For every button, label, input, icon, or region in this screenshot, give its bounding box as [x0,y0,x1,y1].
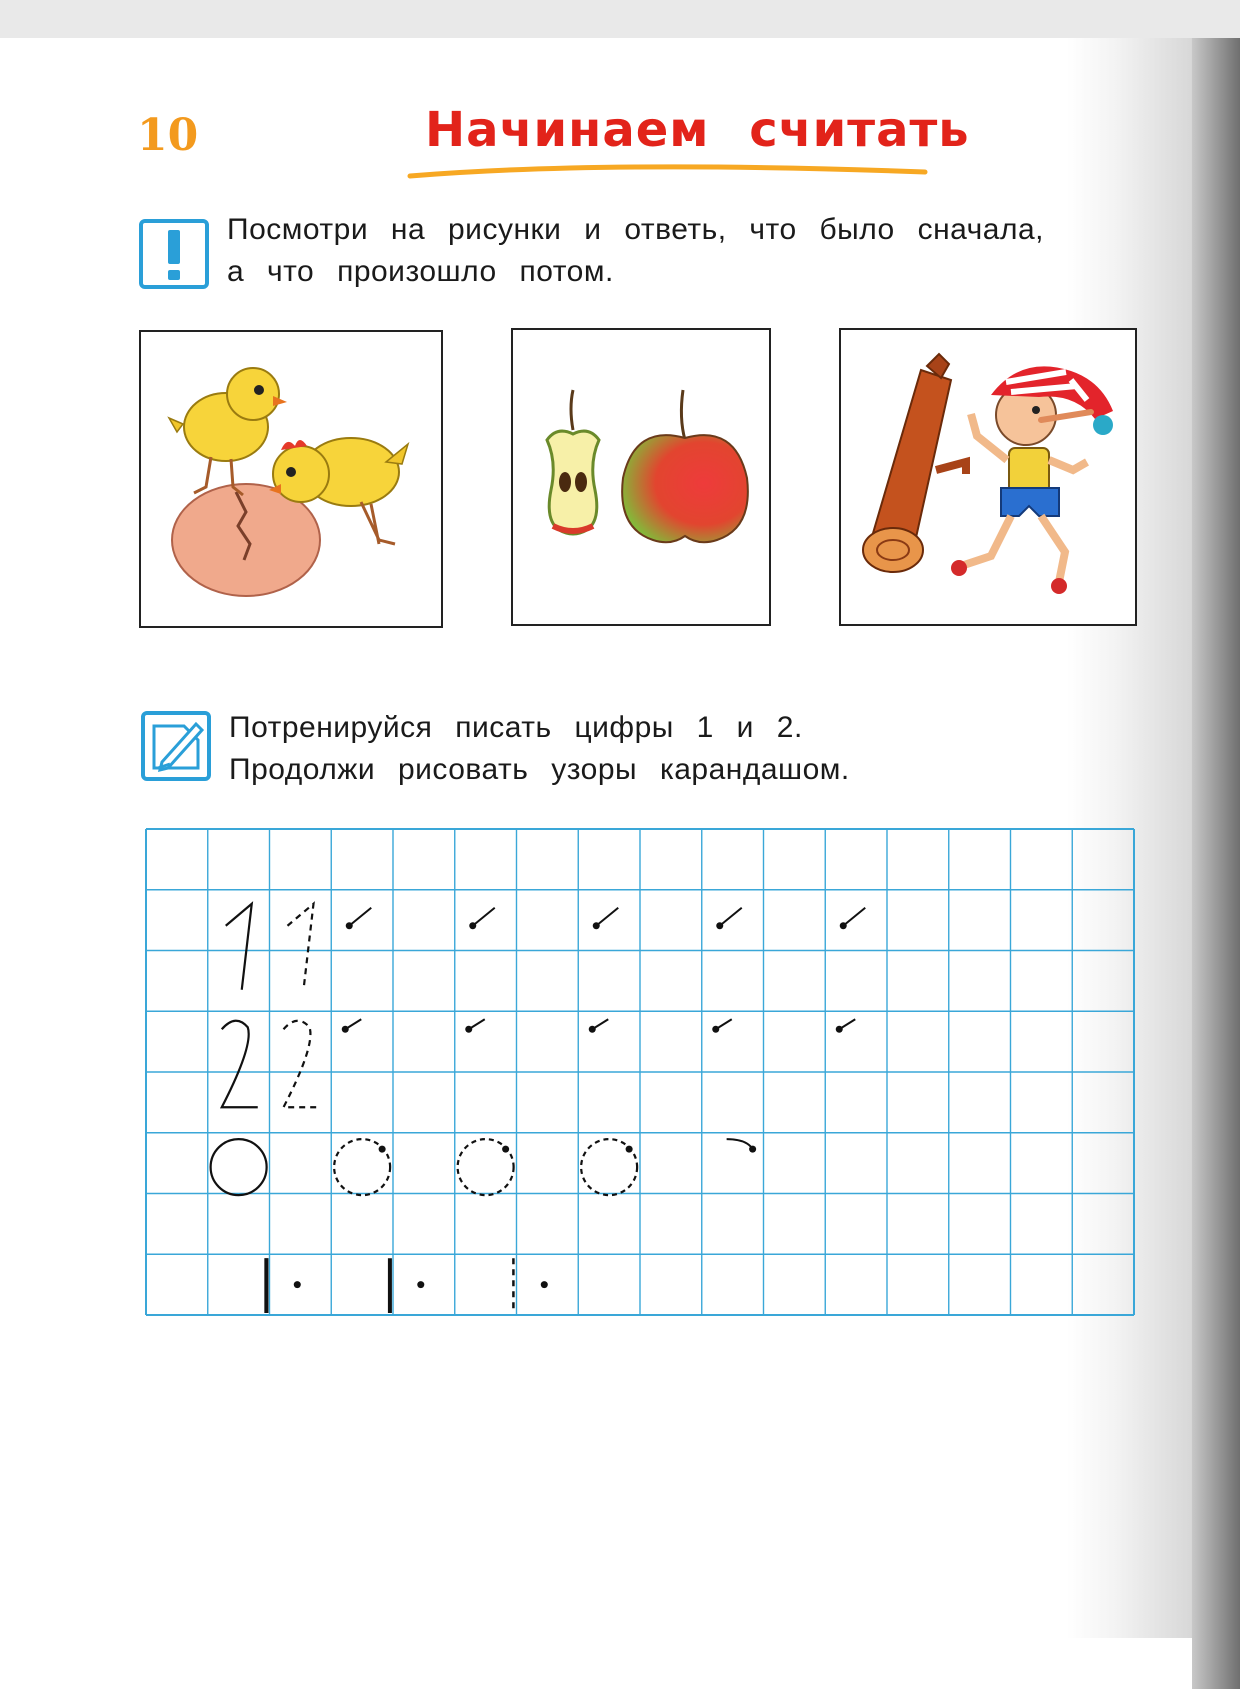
digit-two-start-stroke [839,1019,855,1029]
digit-one-start-stroke [843,908,865,926]
exclamation-icon [138,218,210,290]
digit-two-start-stroke [469,1019,485,1029]
practice-grid-canvas [145,828,1135,1316]
apples-picture [511,328,771,626]
circle-start-dot [502,1146,509,1153]
task2-instruction [229,707,850,791]
page-number: 10 [137,110,199,161]
digit-one-start-stroke [473,908,495,926]
pencil-writing-icon [140,710,212,782]
digit-two-start-stroke [716,1019,732,1029]
circle-start-dot [379,1146,386,1153]
digit-two-start-stroke [345,1019,361,1029]
task1-instruction [227,209,1044,293]
task2-line-2: Продолжи рисовать узоры карандашом. [229,753,850,786]
page-title: Начинаем считать [425,102,970,158]
digit-one-start-stroke [596,908,618,926]
task1-line-1: Посмотри на рисунки и ответь, что было сначала, [227,213,1045,246]
bar-dot [294,1281,301,1288]
circle-sample [211,1139,267,1195]
digit-two-dashed [284,1021,320,1108]
title-underline-swoosh [405,158,935,182]
practice-grid [145,828,1135,1321]
digit-two-sample [222,1021,258,1108]
bar-dot [417,1281,424,1288]
digit-two-start-stroke [592,1019,608,1029]
digit-one-sample [226,904,252,990]
task2-line-1: Потренируйся писать цифры 1 и 2. [229,711,803,744]
digit-one-dashed [288,904,314,990]
scan-top-edge [0,0,1240,38]
circle-start-arc [727,1139,753,1149]
chicks-hatching-picture [139,330,443,628]
digit-one-start-stroke [349,908,371,926]
circle-start-dot [626,1146,633,1153]
bar-dot [541,1281,548,1288]
book-spine-shadow [1192,38,1240,1689]
task1-line-2: а что произошло потом. [227,255,614,288]
pinocchio-log-picture [839,328,1137,626]
digit-one-start-stroke [720,908,742,926]
